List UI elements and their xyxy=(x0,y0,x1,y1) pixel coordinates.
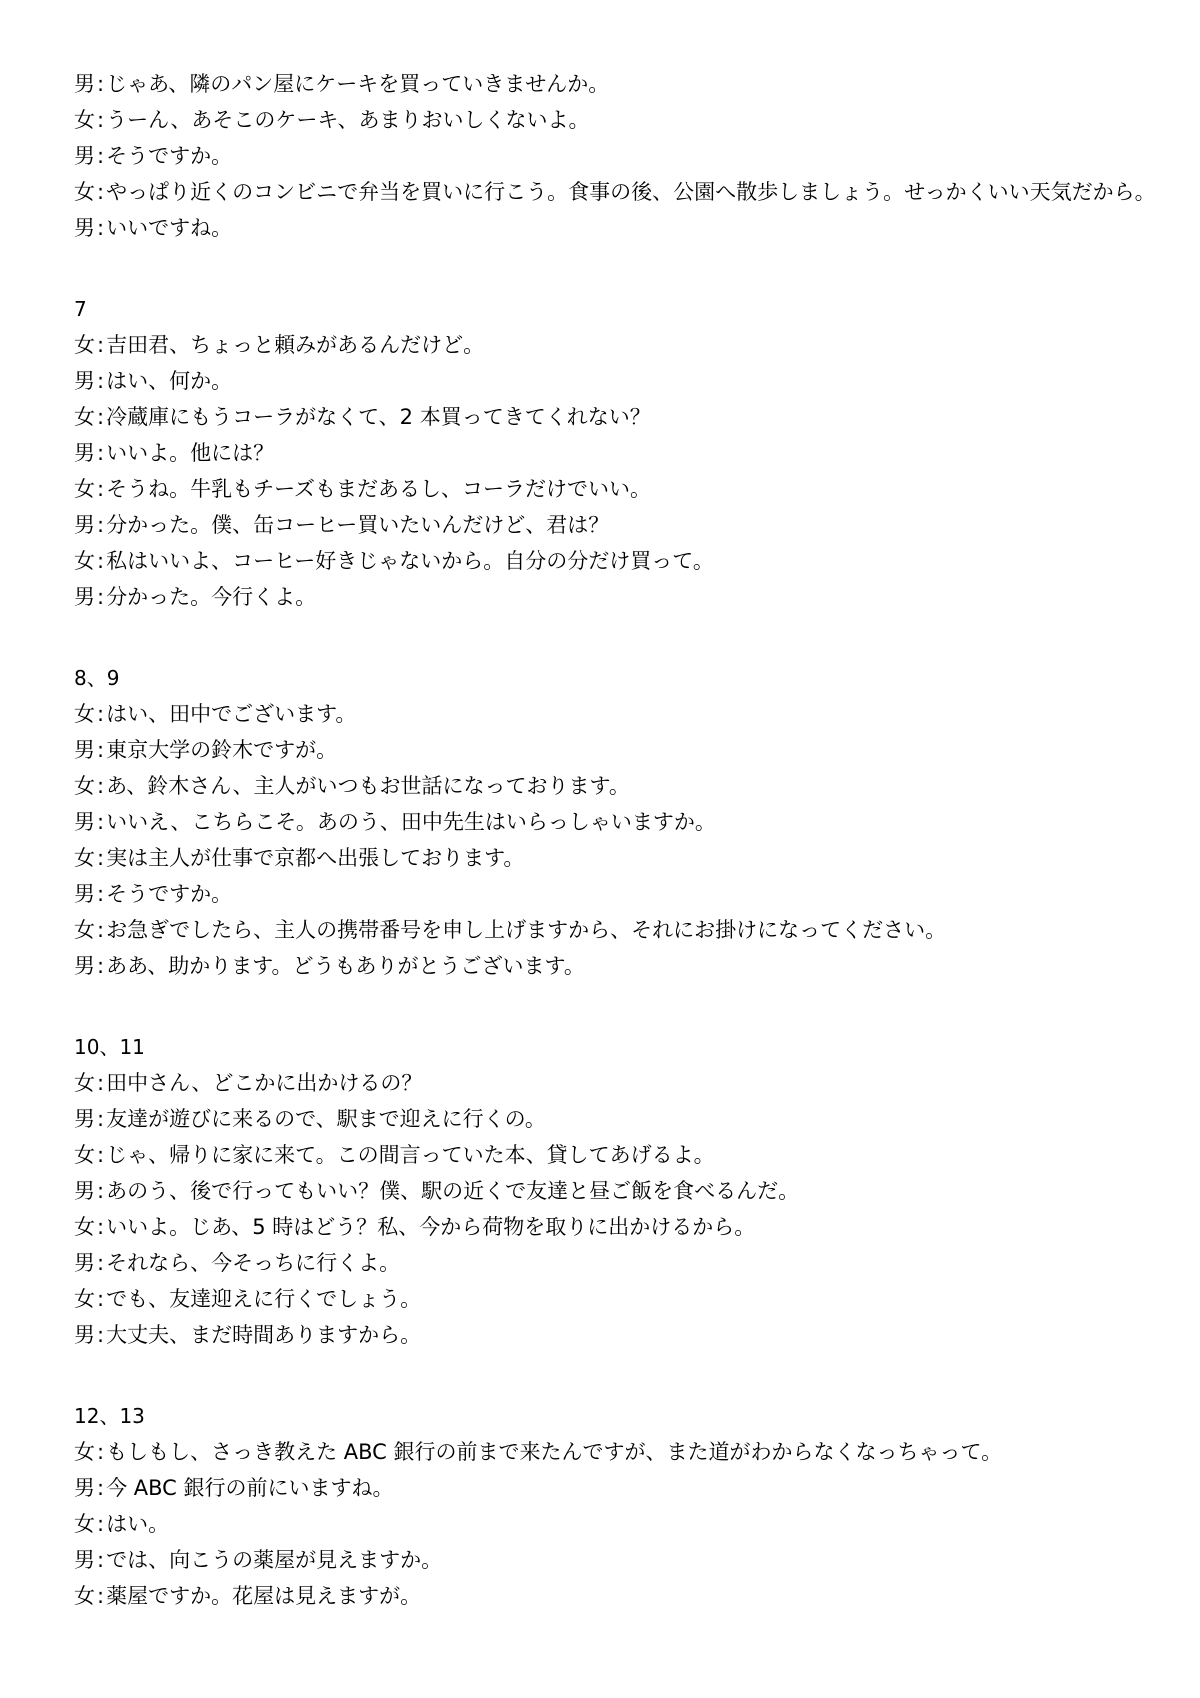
dialogue-line: 男:じゃあ、隣のパン屋にケーキを買っていきませんか。 xyxy=(74,66,609,102)
dialogue-text: 薬屋ですか。花屋は見えますが。 xyxy=(106,1584,422,1608)
speaker-label: 女 xyxy=(74,180,95,204)
dialogue-line: 男:友達が遊びに来るので、駅まで迎えに行くの。 xyxy=(74,1101,546,1137)
speaker-label: 女 xyxy=(74,549,95,573)
dialogue-line: 男:いいよ。他には？ xyxy=(74,435,274,471)
dialogue-text: いいですね。 xyxy=(106,216,233,240)
dialogue-text: そうですか。 xyxy=(106,882,233,906)
speaker-label: 女 xyxy=(74,1440,95,1464)
dialogue-line: 女:もしもし、さっき教えた ABC 銀行の前まで来たんですが、また道がわからなくなっちゃって。 xyxy=(74,1434,1002,1470)
dialogue-line: 女:いいよ。じあ、5 時はどう？私、今から荷物を取りに出かけるから。 xyxy=(74,1209,755,1245)
dialogue-text: 分かった。僕、缶コーヒー買いたいんだけど、君は？ xyxy=(106,513,610,537)
dialogue-line: 女:私はいいよ、コーヒー好きじゃないから。自分の分だけ買って。 xyxy=(74,543,714,579)
dialogue-line: 女:田中さん、どこかに出かけるの？ xyxy=(74,1065,422,1101)
dialogue-line: 男:東京大学の鈴木ですが。 xyxy=(74,732,337,768)
dialogue-text: ああ、助かります。どうもありがとうございます。 xyxy=(106,954,585,978)
dialogue-text: じゃ、帰りに家に来て。この間言っていた本、貸してあげるよ。 xyxy=(106,1143,715,1167)
speaker-label: 男 xyxy=(74,1107,95,1131)
dialogue-line: 男:そうですか。 xyxy=(74,876,232,912)
dialogue-text: 東京大学の鈴木ですが。 xyxy=(106,738,338,762)
speaker-label: 女 xyxy=(74,702,95,726)
section-number: 8、9 xyxy=(74,666,120,690)
dialogue-text: そうね。牛乳もチーズもまだあるし、コーラだけでいい。 xyxy=(106,477,652,501)
dialogue-line: 女:お急ぎでしたら、主人の携帯番号を申し上げますから、それにお掛けになってください。 xyxy=(74,912,946,948)
dialogue-text: そうですか。 xyxy=(106,144,233,168)
dialogue-line: 男:それなら、今そっちに行くよ。 xyxy=(74,1245,400,1281)
dialogue-text: あのう、後で行ってもいい？僕、駅の近くで友達と昼ご飯を食べるんだ。 xyxy=(106,1179,800,1203)
speaker-label: 男 xyxy=(74,216,95,240)
speaker-label: 女 xyxy=(74,774,95,798)
dialogue-line: 女:吉田君、ちょっと頼みがあるんだけど。 xyxy=(74,327,484,363)
dialogue-text: お急ぎでしたら、主人の携帯番号を申し上げますから、それにお掛けになってください。 xyxy=(106,918,947,942)
speaker-label: 男 xyxy=(74,1476,95,1500)
dialogue-line: 男:そうですか。 xyxy=(74,138,232,174)
dialogue-line: 女:実は主人が仕事で京都へ出張しております。 xyxy=(74,840,524,876)
speaker-label: 男 xyxy=(74,441,95,465)
speaker-label: 女 xyxy=(74,1512,95,1536)
dialogue-text: 田中さん、どこかに出かけるの？ xyxy=(106,1071,423,1095)
dialogue-text: 分かった。今行くよ。 xyxy=(106,585,317,609)
speaker-label: 女 xyxy=(74,108,95,132)
section-number: 12、13 xyxy=(74,1404,145,1428)
dialogue-text: はい。 xyxy=(106,1512,170,1536)
dialogue-text: 今 ABC 銀行の前にいますね。 xyxy=(106,1476,394,1500)
speaker-label: 男 xyxy=(74,369,95,393)
dialogue-text: うーん、あそこのケーキ、あまりおいしくないよ。 xyxy=(106,108,590,132)
dialogue-text: 冷蔵庫にもうコーラがなくて、2 本買ってきてくれない？ xyxy=(106,405,651,429)
dialogue-text: あ、鈴木さん、主人がいつもお世話になっております。 xyxy=(106,774,630,798)
speaker-label: 女 xyxy=(74,1215,95,1239)
dialogue-line: 女:はい。 xyxy=(74,1506,169,1542)
dialogue-line: 男:いいですね。 xyxy=(74,210,232,246)
dialogue-text: はい、田中でございます。 xyxy=(106,702,357,726)
speaker-label: 女 xyxy=(74,1584,95,1608)
dialogue-text: はい、何か。 xyxy=(106,369,233,393)
speaker-label: 女 xyxy=(74,405,95,429)
dialogue-line: 女:はい、田中でございます。 xyxy=(74,696,356,732)
dialogue-text: 大丈夫、まだ時間ありますから。 xyxy=(106,1323,422,1347)
dialogue-line: 男:分かった。僕、缶コーヒー買いたいんだけど、君は？ xyxy=(74,507,609,543)
speaker-label: 女 xyxy=(74,1287,95,1311)
section-number: 10、11 xyxy=(74,1035,145,1059)
speaker-label: 男 xyxy=(74,1548,95,1572)
dialogue-text: 実は主人が仕事で京都へ出張しております。 xyxy=(106,846,525,870)
dialogue-text: やっぱり近くのコンビニで弁当を買いに行こう。食事の後、公園へ散歩しましょう。せっかくいい天気だから。 xyxy=(106,180,1156,204)
dialogue-text: 吉田君、ちょっと頼みがあるんだけど。 xyxy=(106,333,485,357)
dialogue-text: それなら、今そっちに行くよ。 xyxy=(106,1251,401,1275)
dialogue-line: 女:そうね。牛乳もチーズもまだあるし、コーラだけでいい。 xyxy=(74,471,651,507)
dialogue-line: 男:では、向こうの薬屋が見えますか。 xyxy=(74,1542,442,1578)
speaker-label: 男 xyxy=(74,954,95,978)
dialogue-text: 私はいいよ、コーヒー好きじゃないから。自分の分だけ買って。 xyxy=(106,549,714,573)
dialogue-text: いいえ、こちらこそ。あのう、田中先生はいらっしゃいますか。 xyxy=(106,810,716,834)
dialogue-line: 男:あのう、後で行ってもいい？僕、駅の近くで友達と昼ご飯を食べるんだ。 xyxy=(74,1173,799,1209)
section-number: 7 xyxy=(74,297,87,321)
dialogue-line: 女:冷蔵庫にもうコーラがなくて、2 本買ってきてくれない？ xyxy=(74,399,651,435)
speaker-label: 男 xyxy=(74,810,95,834)
speaker-label: 男 xyxy=(74,144,95,168)
dialogue-line: 男:分かった。今行くよ。 xyxy=(74,579,316,615)
speaker-label: 男 xyxy=(74,72,95,96)
dialogue-line: 女:あ、鈴木さん、主人がいつもお世話になっております。 xyxy=(74,768,630,804)
dialogue-line: 男:ああ、助かります。どうもありがとうございます。 xyxy=(74,948,585,984)
dialogue-line: 女:やっぱり近くのコンビニで弁当を買いに行こう。食事の後、公園へ散歩しましょう。せっかくいい天気だから。 xyxy=(74,174,1156,210)
speaker-label: 女 xyxy=(74,1143,95,1167)
dialogue-text: いいよ。じあ、5 時はどう？私、今から荷物を取りに出かけるから。 xyxy=(106,1215,756,1239)
dialogue-text: もしもし、さっき教えた ABC 銀行の前まで来たんですが、また道がわからなくなっちゃって。 xyxy=(106,1440,1003,1464)
speaker-label: 女 xyxy=(74,1071,95,1095)
dialogue-line: 男:はい、何か。 xyxy=(74,363,232,399)
speaker-label: 男 xyxy=(74,1323,95,1347)
dialogue-text: では、向こうの薬屋が見えますか。 xyxy=(106,1548,443,1572)
speaker-label: 女 xyxy=(74,333,95,357)
speaker-label: 女 xyxy=(74,846,95,870)
dialogue-line: 男:今 ABC 銀行の前にいますね。 xyxy=(74,1470,394,1506)
speaker-label: 男 xyxy=(74,1179,95,1203)
speaker-label: 女 xyxy=(74,477,95,501)
dialogue-line: 男:大丈夫、まだ時間ありますから。 xyxy=(74,1317,421,1353)
dialogue-line: 男:いいえ、こちらこそ。あのう、田中先生はいらっしゃいますか。 xyxy=(74,804,716,840)
dialogue-text: 友達が遊びに来るので、駅まで迎えに行くの。 xyxy=(106,1107,546,1131)
dialogue-line: 女:うーん、あそこのケーキ、あまりおいしくないよ。 xyxy=(74,102,590,138)
speaker-label: 女 xyxy=(74,918,95,942)
dialogue-line: 女:薬屋ですか。花屋は見えますが。 xyxy=(74,1578,421,1614)
dialogue-text: いいよ。他には？ xyxy=(106,441,275,465)
dialogue-text: でも、友達迎えに行くでしょう。 xyxy=(106,1287,422,1311)
dialogue-text: じゃあ、隣のパン屋にケーキを買っていきませんか。 xyxy=(106,72,610,96)
speaker-label: 男 xyxy=(74,882,95,906)
dialogue-line: 女:じゃ、帰りに家に来て。この間言っていた本、貸してあげるよ。 xyxy=(74,1137,715,1173)
speaker-label: 男 xyxy=(74,513,95,537)
speaker-label: 男 xyxy=(74,1251,95,1275)
dialogue-line: 女:でも、友達迎えに行くでしょう。 xyxy=(74,1281,421,1317)
speaker-label: 男 xyxy=(74,738,95,762)
speaker-label: 男 xyxy=(74,585,95,609)
